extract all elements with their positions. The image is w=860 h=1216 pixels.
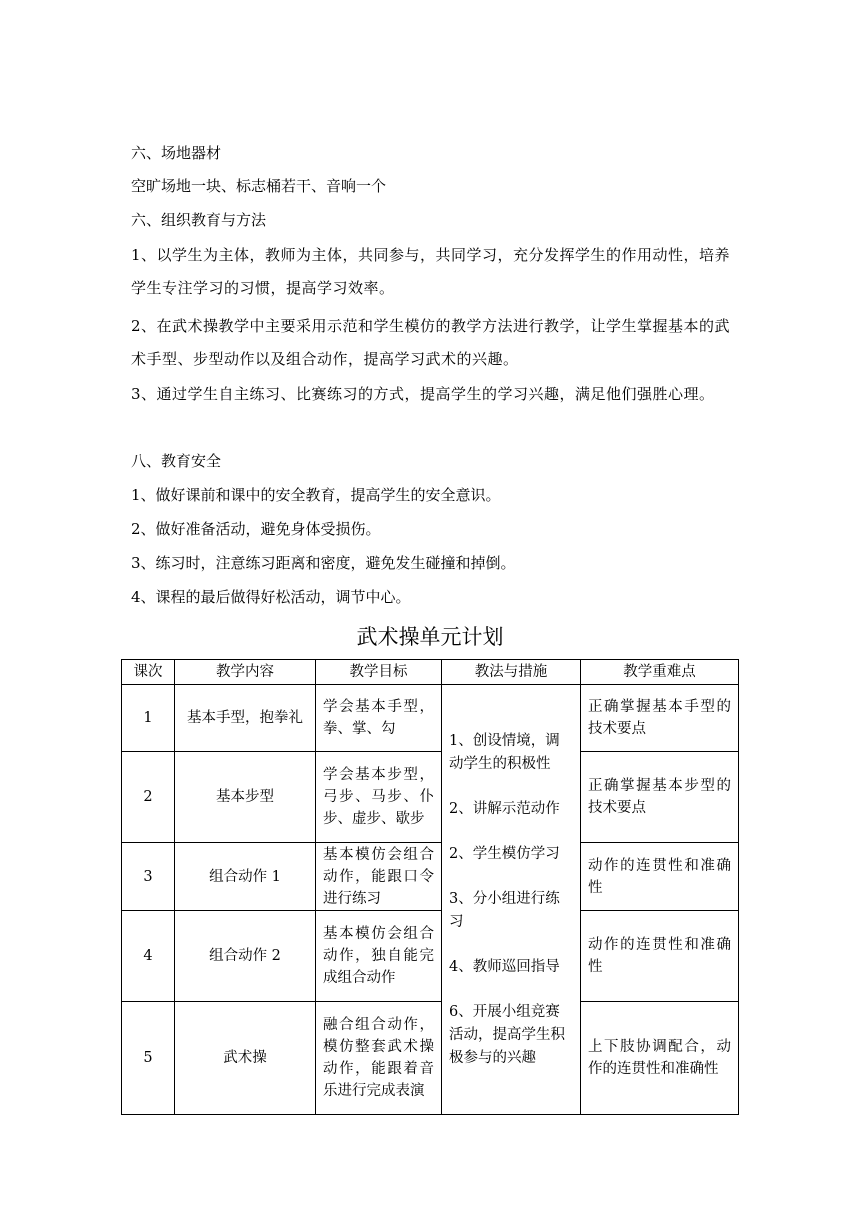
method-step: 2、讲解示范动作 <box>449 800 560 817</box>
method-step: 6、开展小组竞赛活动，提高学生积极参与的兴趣 <box>449 1003 565 1066</box>
cell-methods <box>442 685 581 1115</box>
venue-text: 空旷场地一块、标志桶若干、音响一个 <box>131 177 387 195</box>
cell-content: 基本步型 <box>175 752 316 843</box>
safety-item-2: 2、做好准备活动，避免身体受损伤。 <box>131 520 381 538</box>
cell-lesson: 5 <box>122 1002 175 1115</box>
cell-goal: 学会基本手型，拳、掌、勾 <box>316 685 442 752</box>
method-heading: 六、组织教育与方法 <box>131 211 267 229</box>
venue-heading: 六、场地器材 <box>131 144 222 162</box>
cell-goal: 学会基本步型，弓步、马步、仆步、虚步、歇步 <box>316 752 442 843</box>
table-row <box>122 911 739 1002</box>
method-item-2: 2、在武术操教学中主要采用示范和学生模仿的教学方法进行教学，让学生掌握基本的武术手型、步型动作以及组合动作，提高学习武术的兴趣。 <box>131 317 731 368</box>
cell-goal: 基本模仿会组合动作，能跟口令进行练习 <box>316 843 442 911</box>
method-item-1: 1、以学生为主体，教师为主体，共同参与，共同学习，充分发挥学生的作用动性，培养学生专注学习的习惯，提高学习效率。 <box>131 246 731 297</box>
cell-lesson: 2 <box>122 752 175 843</box>
method-item-3: 3、通过学生自主练习、比赛练习的方式，提高学生的学习兴趣，满足他们强胜心理。 <box>131 385 715 403</box>
table-row <box>122 752 739 843</box>
header-goal: 教学目标 <box>316 660 442 685</box>
unit-plan-title: 武术操单元计划 <box>356 625 504 649</box>
cell-goal: 基本模仿会组合动作，独自能完成组合动作 <box>316 911 442 1002</box>
cell-focus: 动作的连贯性和准确性 <box>581 911 739 1002</box>
unit-plan-table <box>121 659 739 1115</box>
header-lesson: 课次 <box>122 660 175 685</box>
cell-focus: 上下肢协调配合，动作的连贯性和准确性 <box>581 1002 739 1115</box>
cell-lesson: 4 <box>122 911 175 1002</box>
cell-focus: 正确掌握基本手型的技术要点 <box>581 685 739 752</box>
cell-focus: 正确掌握基本步型的技术要点 <box>581 752 739 843</box>
cell-lesson: 1 <box>122 685 175 752</box>
safety-heading: 八、教育安全 <box>131 452 222 470</box>
table-row <box>122 685 739 752</box>
header-focus: 教学重难点 <box>581 660 739 685</box>
method-step: 1、创设情境，调动学生的积极性 <box>449 732 560 772</box>
safety-item-1: 1、做好课前和课中的安全教育，提高学生的安全意识。 <box>131 486 501 504</box>
safety-item-3: 3、练习时，注意练习距离和密度，避免发生碰撞和掉倒。 <box>131 554 516 572</box>
cell-content: 组合动作 2 <box>175 911 316 1002</box>
table-row <box>122 1002 739 1115</box>
table-row <box>122 843 739 911</box>
cell-focus: 动作的连贯性和准确性 <box>581 843 739 911</box>
table-header-row <box>122 660 739 685</box>
cell-content: 武术操 <box>175 1002 316 1115</box>
cell-goal: 融合组合动作，模仿整套武术操动作，能跟着音乐进行完成表演 <box>316 1002 442 1115</box>
method-step: 3、分小组进行练习 <box>449 890 560 930</box>
cell-content: 组合动作 1 <box>175 843 316 911</box>
method-step: 2、学生模仿学习 <box>449 845 560 862</box>
cell-lesson: 3 <box>122 843 175 911</box>
cell-content: 基本手型，抱拳礼 <box>175 685 316 752</box>
header-content: 教学内容 <box>175 660 316 685</box>
safety-item-4: 4、课程的最后做得好松活动，调节中心。 <box>131 588 411 606</box>
header-method: 教法与措施 <box>442 660 581 685</box>
method-step: 4、教师巡回指导 <box>449 958 560 975</box>
